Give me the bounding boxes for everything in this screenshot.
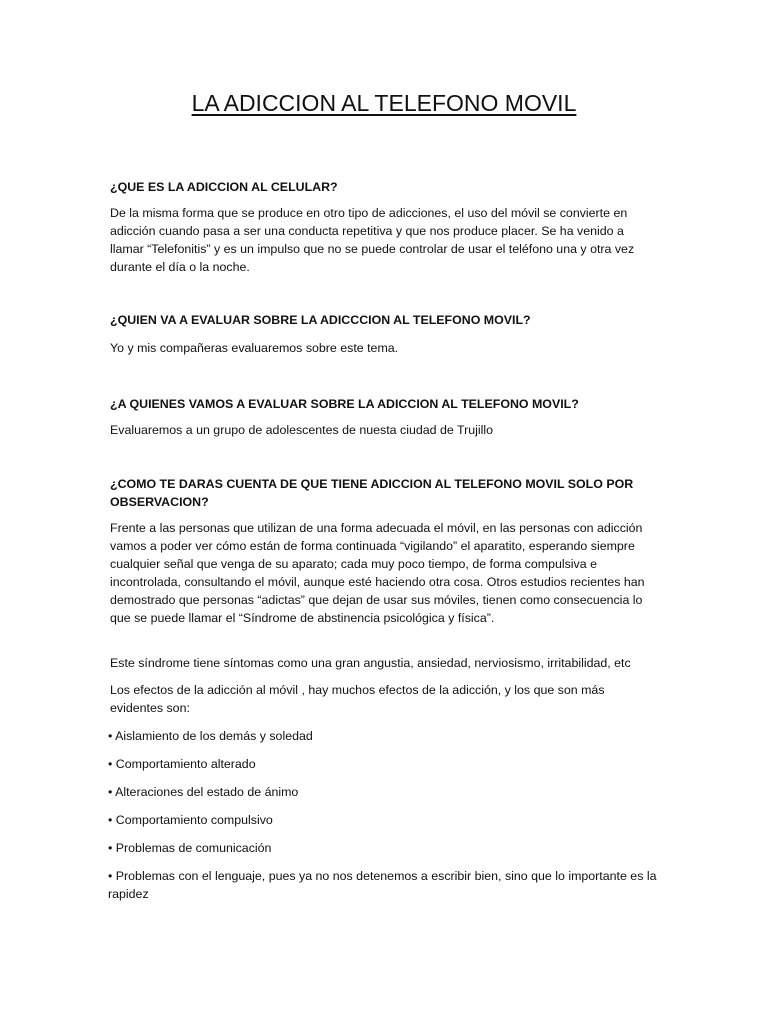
question-heading-2: ¿QUIEN VA A EVALUAR SOBRE LA ADICCCION AL TELEFONO MOVIL? [110,313,531,327]
paragraph-1: De la misma forma que se produce en otro tipo de adicciones, el uso del móvil se convierte en adicción cuando pasa a ser una conducta repetitiva y que nos produce placer. Se ha venido a llamar “Telefonitis” y es un impulso que no se puede controlar de usar el teléfono una y otra vez durante el día o la noche. [110,206,635,274]
paragraph-3: Evaluaremos a un grupo de adolescentes de nuesta ciudad de Trujillo [110,423,493,437]
paragraph-4: Frente a las personas que utilizan de una forma adecuada el móvil, en las personas con adicción vamos a poder ver cómo están de forma continuada “vigilando” el aparatito, esperando siempre cualquier señal que venga de su aparato; cada muy poco tiempo, de forma compulsiva e incontrolada, consultando el móvil, aunque esté haciendo otra cosa. Otros estudios recientes han demostrado que personas “adictas” que dejan de usar sus móviles, tienen como consecuencia lo que se puede llamar el “Síndrome de abstinencia psicológica y física”. [110,521,645,625]
list-item: • Problemas con el lenguaje, pues ya no nos detenemos a escribir bien, sino que lo importante es la rapidez [108,869,657,901]
list-item: • Problemas de comunicación [108,841,272,855]
paragraph-6: Los efectos de la adicción al móvil , hay muchos efectos de la adicción, y los que son más evidentes son: [110,683,605,715]
list-item: • Comportamiento compulsivo [108,813,273,827]
question-heading-1: ¿QUE ES LA ADICCION AL CELULAR? [110,180,338,194]
list-item: • Aislamiento de los demás y soledad [108,729,313,743]
document-title-text: LA ADICCION AL TELEFONO MOVIL [191,90,577,116]
list-item: • Alteraciones del estado de ánimo [108,785,299,799]
paragraph-5: Este síndrome tiene síntomas como una gran angustia, ansiedad, nerviosismo, irritabilidad, etc [110,656,631,670]
question-heading-4: ¿COMO TE DARAS CUENTA DE QUE TIENE ADICCION AL TELEFONO MOVIL SOLO POR OBSERVACION? [110,477,634,509]
list-item: • Comportamiento alterado [108,757,256,771]
question-heading-3: ¿A QUIENES VAMOS A EVALUAR SOBRE LA ADICCION AL TELEFONO MOVIL? [110,397,579,411]
paragraph-2: Yo y mis compañeras evaluaremos sobre este tema. [110,341,399,355]
document-title [0,88,768,118]
